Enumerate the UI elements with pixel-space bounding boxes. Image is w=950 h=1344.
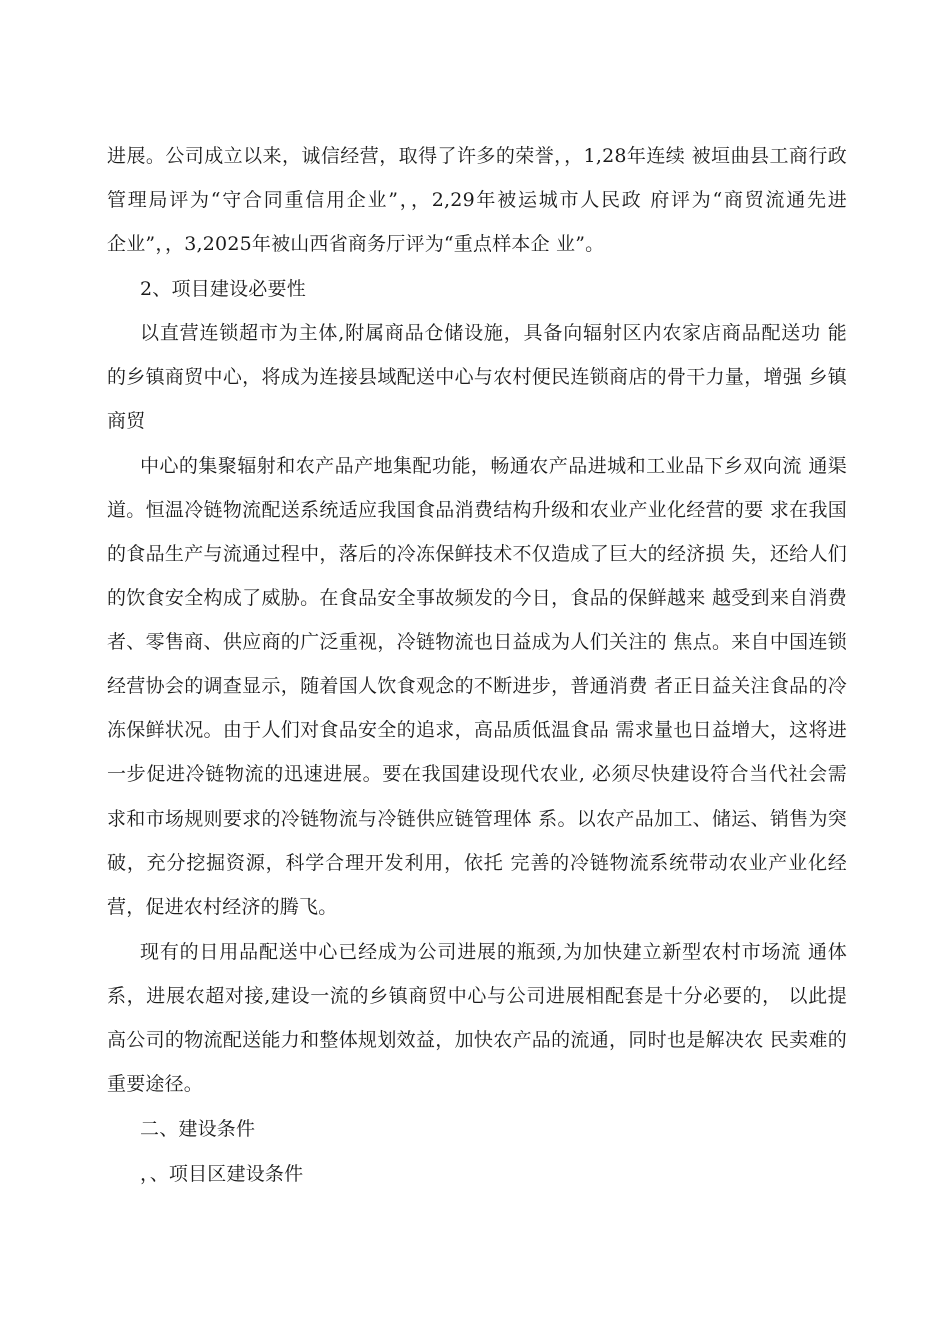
paragraph-line: 破，充分挖掘资源，科学合理开发利用，依托 完善的冷链物流系统带动农业产业化经 (107, 852, 847, 874)
paragraph-line: 企业”，，3,2025年被山西省商务厅评为“重点样本企 业”。 (107, 233, 605, 255)
paragraph-line: 一步促进冷链物流的迅速进展。要在我国建设现代农业, 必须尽快建设符合当代社会需 (107, 763, 847, 785)
paragraph-line: 道。恒温冷链物流配送系统适应我国食品消费结构升级和农业产业化经营的要 求在我国 (107, 499, 847, 521)
paragraph-line: 经营协会的调查显示，随着国人饮食观念的不断进步，普通消费 者正日益关注食品的冷 (107, 675, 847, 697)
paragraph-line: 冻保鲜状况。由于人们对食品安全的追求，高品质低温食品 需求量也日益增大，这将进 (107, 719, 847, 741)
paragraph-line: 的食品生产与流通过程中，落后的冷冻保鲜技术不仅造成了巨大的经济损 失，还给人们 (107, 543, 847, 565)
paragraph-line: 进展。公司成立以来，诚信经营，取得了许多的荣誉，，1,28年连续 被垣曲县工商行政 (107, 145, 847, 167)
paragraph-line: 营，促进农村经济的腾飞。 (107, 896, 338, 918)
paragraph-line: 管理局评为“守合同重信用企业”，，2,29年被运城市人民政 府评为“商贸流通先进 (107, 189, 847, 211)
paragraph-line: 系，进展农超对接,建设一流的乡镇商贸中心与公司进展相配套是十分必要的， 以此提 (107, 985, 847, 1007)
subsection-heading: ，、项目区建设条件 (140, 1163, 304, 1185)
section-heading: 2、项目建设必要性 (140, 278, 306, 300)
paragraph-line: 求和市场规则要求的冷链物流与冷链供应链管理体 系。以农产品加工、储运、销售为突 (107, 808, 847, 830)
paragraph-line: 重要途径。 (107, 1073, 204, 1095)
paragraph-line: 者、零售商、供应商的广泛重视，冷链物流也日益成为人们关注的 焦点。来自中国连锁 (107, 631, 847, 653)
paragraph-line: 中心的集聚辐射和农产品产地集配功能，畅通农产品进城和工业品下乡双向流 通渠 (140, 455, 847, 477)
paragraph-line: 的饮食安全构成了威胁。在食品安全事故频发的今日，食品的保鲜越来 越受到来自消费 (107, 587, 847, 609)
paragraph-line: 以直营连锁超市为主体,附属商品仓储设施，具备向辐射区内农家店商品配送功 能 (140, 322, 847, 344)
section-heading: 二、建设条件 (140, 1118, 256, 1140)
paragraph-line: 的乡镇商贸中心，将成为连接县域配送中心与农村便民连锁商店的骨干力量，增强 乡镇 (107, 366, 847, 388)
paragraph-line: 商贸 (107, 410, 146, 432)
paragraph-line: 现有的日用品配送中心已经成为公司进展的瓶颈,为加快建立新型农村市场流 通体 (140, 941, 847, 963)
paragraph-line: 高公司的物流配送能力和整体规划效益，加快农产品的流通，同时也是解决农 民卖难的 (107, 1029, 847, 1051)
